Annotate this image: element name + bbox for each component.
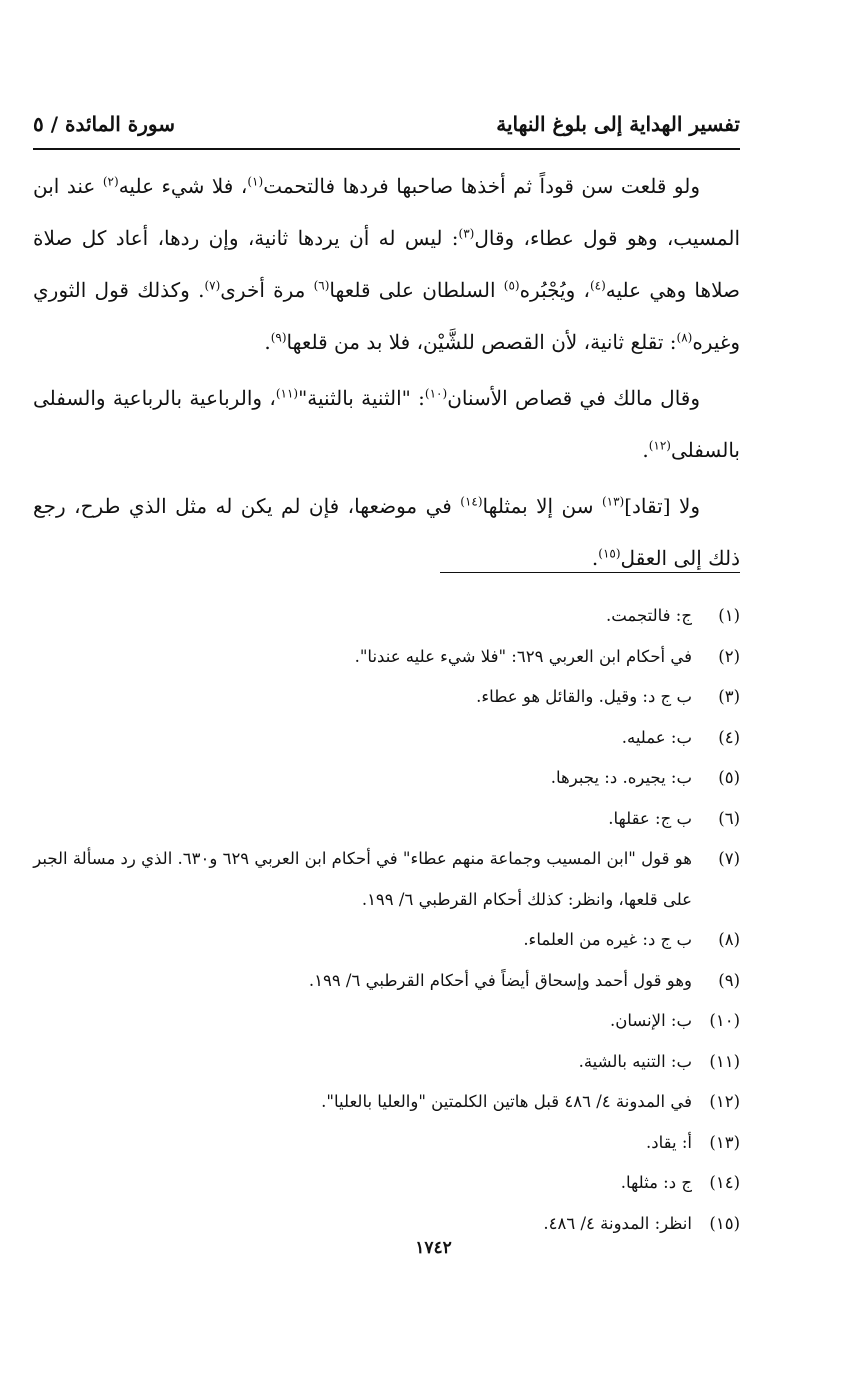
footnote-item [33, 596, 740, 637]
footnote-number: (١١) [709, 1051, 740, 1071]
footnote-text: أ: يقاد. [646, 1132, 692, 1152]
text-run: . وكذلك قول الثوري وغيره [33, 278, 740, 354]
footnote-ref: (١١) [275, 386, 299, 401]
footnote-ref: (١٤) [460, 494, 483, 509]
footnote-item [33, 637, 740, 678]
paragraph [33, 372, 740, 476]
footnotes [33, 596, 740, 1244]
footnote-text: في أحكام ابن العربي ٦٢٩: "فلا شيء عليه عندنا". [354, 646, 692, 666]
text-run: ولو قلعت سن قوداً ثم أخذها صاحبها فردها فالتحمت [263, 174, 701, 198]
footnote-number: (١٤) [709, 1173, 740, 1192]
footnote-number: (١٠) [709, 1011, 740, 1030]
text-run: عند ابن المسيب، وهو قول عطاء، وقال [33, 174, 740, 250]
footnote-text: ب ج: عقلها. [608, 808, 692, 828]
paragraph [33, 160, 740, 368]
footnote-ref: (٩) [270, 330, 287, 345]
footnote-text: ج د: مثلها. [620, 1173, 692, 1192]
book-title: تفسير الهداية إلى بلوغ النهاية [496, 112, 740, 136]
text-run: ، ويُجْبُره [519, 278, 590, 302]
footnote-item [33, 1123, 740, 1164]
text-run: . [264, 330, 271, 354]
footnote-item [33, 1042, 740, 1083]
footnote-ref: (٦) [313, 278, 330, 293]
footnote-item [33, 1082, 740, 1123]
footnote-number: (٤) [718, 727, 740, 747]
footnote-ref: (٤) [589, 278, 606, 293]
text-run: ولا [تقاد] [624, 494, 701, 518]
text-run: ، والرباعية بالرباعية والسفلى بالسفلى [33, 386, 740, 462]
footnote-ref: (٧) [204, 278, 221, 293]
text-run: مرة أخرى [220, 278, 314, 302]
footnote-number: (١٥) [709, 1213, 740, 1233]
footnote-ref: (١٠) [424, 386, 448, 401]
footnote-item [33, 1001, 740, 1042]
footnote-item [33, 718, 740, 759]
footnote-number: (٩) [718, 970, 740, 990]
footnote-number: (٥) [718, 768, 740, 787]
footnote-ref: (١٢) [648, 438, 671, 453]
footnote-item [33, 1163, 740, 1204]
footnote-number: (٦) [718, 808, 740, 828]
text-run: في موضعها، فإن لم يكن له مثل الذي طرح، رجع ذلك إلى العقل [33, 494, 740, 570]
text-run: : تقلع ثانية، لأن القصص للشَّيْن، فلا بد من قلعها [286, 330, 677, 354]
footnote-number: (١٣) [709, 1132, 740, 1152]
footnote-text: ب ج د: وقيل. والقائل هو عطاء. [476, 687, 692, 706]
footnote-ref: (١) [247, 174, 264, 189]
footnote-text: ب: عمليه. [621, 727, 692, 747]
footnote-item [33, 961, 740, 1002]
footnote-item [33, 920, 740, 961]
text-run: ، فلا شيء عليه [118, 174, 248, 198]
footnote-number: (٢) [718, 646, 740, 666]
footnote-number: (٧) [718, 849, 740, 868]
footnote-text: ب: يجيره. د: يجبرها. [550, 768, 692, 787]
footnote-item [33, 677, 740, 718]
footnote-item [33, 839, 740, 920]
footnote-text: ب: التنيه بالشية. [578, 1051, 692, 1071]
footnote-number: (١٢) [709, 1092, 740, 1111]
footnote-text: انظر: المدونة ٤/ ٤٨٦. [543, 1213, 692, 1233]
footnote-ref: (٨) [676, 330, 693, 345]
footnote-text: في المدونة ٤/ ٤٨٦ قبل هاتين الكلمتين "والعليا بالعليا". [321, 1092, 692, 1111]
footnote-ref: (١٣) [601, 494, 625, 509]
footnote-text: ج: فالتجمت. [605, 606, 692, 625]
paragraph [33, 480, 740, 584]
text-run: السلطان على قلعها [329, 278, 504, 302]
footnote-separator [440, 572, 740, 573]
text-run: سن إلا بمثلها [482, 494, 602, 518]
footnote-text: وهو قول أحمد وإسحاق أيضاً في أحكام القرطبي ٦/ ١٩٩. [308, 970, 692, 990]
text-run: وقال مالك في قصاص الأسنان [447, 386, 701, 410]
footnote-ref: (٥) [503, 278, 520, 293]
footnote-text: هو قول "ابن المسيب وجماعة منهم عطاء" في أحكام ابن العربي ٦٢٩ و٦٣٠. الذي رد مسألة الجبر على قلعها، وانظر: كذلك أحكام القرطبي ٦/ ١٩٩. [33, 849, 692, 909]
text-run: : "الثنية بالثنية" [298, 386, 425, 410]
main-text [33, 160, 740, 588]
page-number: ١٧٤٢ [415, 1238, 452, 1258]
footnote-number: (١) [718, 606, 740, 625]
surah-title: سورة المائدة / ٥ [33, 112, 176, 136]
running-header [33, 100, 740, 150]
text-run: . [642, 438, 649, 462]
footnote-ref: (٣) [458, 226, 475, 241]
footnote-item [33, 758, 740, 799]
text-run: . [591, 546, 599, 570]
footnote-number: (٣) [718, 687, 740, 706]
text-run: : ليس له أن يردها ثانية، وإن ردها، أعاد كل صلاة صلاها وهي عليه [33, 226, 740, 302]
footnote-item [33, 799, 740, 840]
footnote-number: (٨) [718, 930, 740, 949]
footnote-text: ب ج د: غيره من العلماء. [523, 930, 692, 949]
footnote-ref: (١٥) [598, 546, 621, 561]
footnote-ref: (٢) [102, 174, 119, 189]
footnote-text: ب: الإنسان. [609, 1011, 692, 1030]
